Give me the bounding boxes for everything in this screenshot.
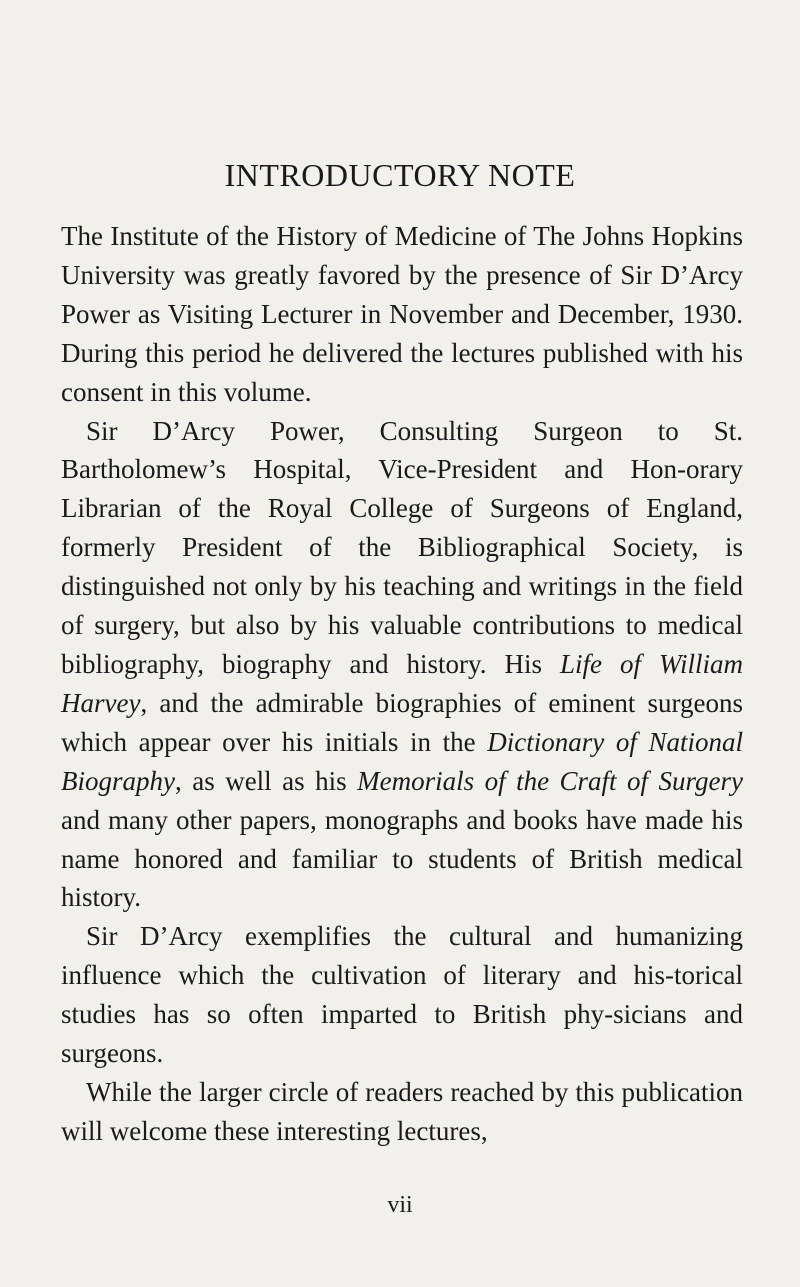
book-title-memorials-of-the-craft-of-surgery: Memorials of the Craft of Surgery: [357, 765, 743, 796]
book-title-life-of-william-harvey: Life of William Harvey: [61, 648, 743, 718]
book-title-dictionary-of-national-biography: Dictionary of National Biography: [61, 726, 743, 796]
body-text: [61, 217, 743, 1151]
text-run: and many other papers, monographs and books have made his name honored and familiar to students of British medical history.: [61, 804, 743, 913]
text-run: The Institute of the History of Medicine of The Johns Hopkins University was greatly favored by the presence of Sir D’Arcy Power as Visiting Lecturer in November and December, 1930. During this period he delivered the lectures published with his consent in this volume.: [61, 221, 743, 407]
paragraph: [61, 217, 743, 412]
page-number: vii: [387, 1192, 413, 1218]
paragraph: [61, 412, 743, 918]
text-run: , and the admirable biographies of eminent surgeons which appear over his initials in the: [61, 687, 743, 757]
paragraph: [61, 1073, 743, 1151]
text-run: Sir D’Arcy exemplifies the cultural and humanizing influence which the cultivation of literary and his-torical studies has so often imparted to British phy-sicians and surgeons.: [61, 921, 743, 1069]
page-title: INTRODUCTORY NOTE: [224, 157, 576, 193]
text-run: Sir D’Arcy Power, Consulting Surgeon to St. Bartholomew’s Hospital, Vice-President and Hon-orary Librarian of the Royal College of Surgeons of England, formerly President of the Bibliographical Society, is distinguished not only by his teaching and writings in the field of surgery, but also by his valuable contributions to medical bibliography, biography and history. His: [61, 415, 743, 679]
paragraph: [61, 917, 743, 1073]
text-run: , as well as his: [175, 765, 358, 796]
text-run: While the larger circle of readers reached by this publication will welcome these interesting lectures,: [61, 1076, 743, 1146]
